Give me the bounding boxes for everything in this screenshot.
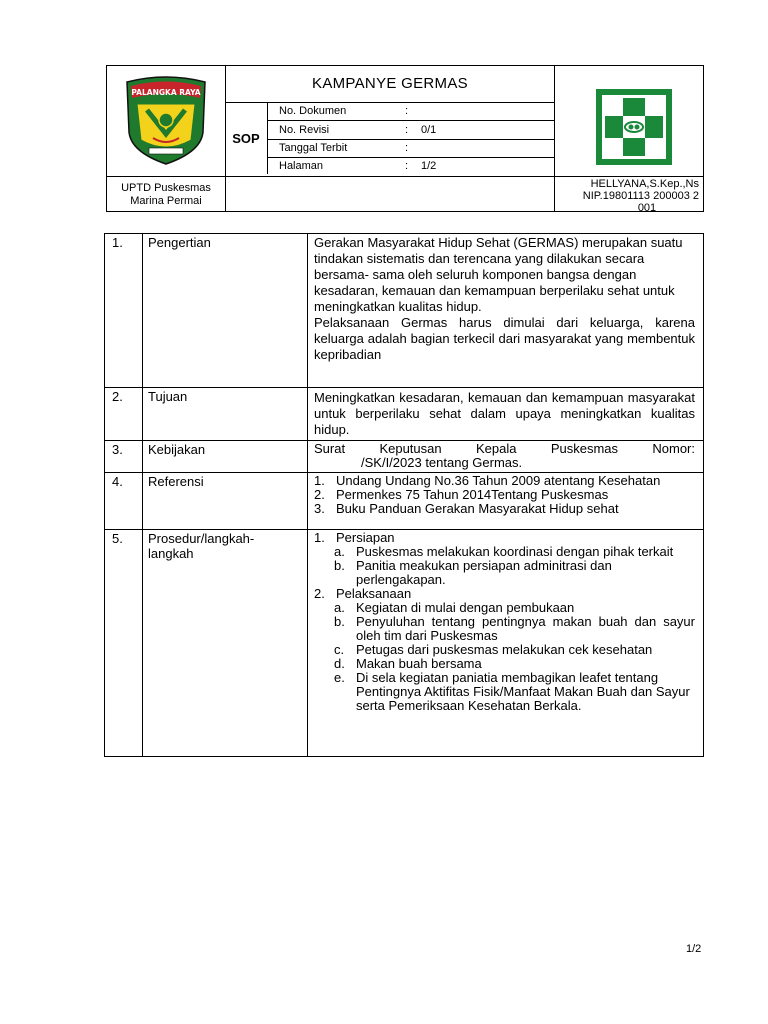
list-item [314,587,695,601]
list-text: Persiapan [336,530,395,545]
divider [225,102,554,103]
list-marker: e. [334,670,345,685]
list-text: Di sela kegiatan paniatia membagikan leafet tentang Pentingnya Aktifitas Fisik/Manfaat Makan Buah dan Sayur serta Pemeriksaan Kesehatan Berkala. [356,670,690,713]
list-marker: b. [334,614,345,629]
sub-list-item [314,615,695,643]
list-item [314,474,695,488]
meta-label-no-dokumen: No. Dokumen [279,105,347,117]
list-marker: d. [334,656,345,671]
list-text: Pelaksanaan [336,586,412,601]
org-line: Marina Permai [130,194,202,207]
section-content [308,441,703,472]
section-number: 1. [112,235,123,250]
section-number: 4. [112,474,123,489]
list-marker: 2. [314,586,325,601]
section-row-kebijakan [105,440,703,472]
paragraph: Surat Keputusan Kepala Puskesmas Nomor: [314,441,695,456]
divider [225,176,554,177]
signer-nip: NIP.19801113 200003 2 [582,190,699,202]
sub-list-item [314,671,695,713]
section-row-referensi [105,472,703,529]
meta-sep: : [405,105,409,117]
meta-label-halaman: Halaman [279,160,324,172]
list-marker: 1. [314,473,325,488]
section-row-prosedur [105,529,703,756]
sub-list-item [314,559,695,587]
section-row-tujuan [105,387,703,440]
list-item [314,531,695,545]
list-text: Panitia meakukan persiapan adminitrasi dan perlengakapan. [356,558,612,587]
sub-list-item [314,601,695,615]
list-marker: a. [334,544,345,559]
paragraph: Pelaksanaan Germas harus dimulai dari keluarga, karena keluarga adalah bagian terkecil dari masyarakat yang membentuk kepribadian [314,315,695,362]
svg-text:PALANGKA RAYA: PALANGKA RAYA [131,88,201,97]
list-text: Puskesmas melakukan koordinasi dengan pihak terkait [356,544,674,559]
palangka-raya-emblem [123,74,209,166]
divider [267,102,268,174]
meta-label-no-revisi: No. Revisi [279,124,330,136]
section-number: 2. [112,389,123,404]
section-row-pengertian [105,234,703,387]
list-text: Undang Undang No.36 Tahun 2009 atentang Kesehatan [336,473,661,488]
signer-nip-cont: 001 [637,202,657,214]
document-title: KAMPANYE GERMAS [312,75,468,92]
meta-sep: : [405,124,409,136]
puskesmas-cross-logo [593,86,675,168]
sub-list-item [314,657,695,671]
section-content [308,234,703,365]
sub-list-item [314,643,695,657]
meta-label-tanggal-terbit: Tanggal Terbit [279,142,348,154]
section-number: 5. [112,531,123,546]
section-label: Kebijakan [148,442,206,457]
list-text: Petugas dari puskesmas melakukan cek kesehatan [356,642,653,657]
signer-block [555,176,705,213]
section-number: 3. [112,442,123,457]
section-content [308,473,703,518]
meta-sep: : [405,142,409,154]
sop-body-table [104,233,704,757]
section-content [308,530,703,715]
list-text: Permenkes 75 Tahun 2014Tentang Puskesmas [336,487,609,502]
sop-header [106,65,704,212]
section-label: Tujuan [148,389,188,404]
list-marker: 2. [314,487,325,502]
meta-value-halaman: 1/2 [421,160,437,172]
list-marker: c. [334,642,345,657]
sub-list-item [314,545,695,559]
list-text: Makan buah bersama [356,656,482,671]
section-label: Prosedur/langkah-langkah [148,531,255,561]
section-label: Referensi [148,474,204,489]
list-marker: 3. [314,501,325,516]
paragraph: /SK/I/2023 tentang Germas. [361,455,523,470]
org-line: UPTD Puskesmas [121,181,211,194]
organization-name [107,176,225,213]
meta-sep: : [405,160,409,172]
list-marker: 1. [314,530,325,545]
page-number: 1/2 [686,943,702,955]
meta-value-no-revisi: 0/1 [421,124,437,136]
list-marker: b. [334,558,345,573]
list-text: Kegiatan di mulai dengan pembukaan [356,600,575,615]
section-content [308,388,703,440]
list-item [314,488,695,502]
paragraph: Gerakan Masyarakat Hidup Sehat (GERMAS) merupakan suatu tindakan sistematis dan terencana yang dilakukan secara bersama- sama oleh seluruh komponen bangsa dengan kesadaran, kemauan dan kemampuan berperilaku sehat untuk meningkatkan kualitas hidup. [314,235,683,314]
signer-name: HELLYANA,S.Kep.,Ns [590,178,699,190]
section-label: Pengertian [148,235,211,250]
list-text: Buku Panduan Gerakan Masyarakat Hidup sehat [336,501,619,516]
list-text: Penyuluhan tentang pentingnya makan buah dan sayur oleh tim dari Puskesmas [356,614,695,643]
list-item [314,502,695,516]
list-marker: a. [334,600,345,615]
paragraph: Meningkatkan kesadaran, kemauan dan kemampuan masyarakat untuk berperilaku sehat dalam upaya meningkatkan kualitas hidup. [314,390,695,437]
sop-label: SOP [232,131,260,146]
